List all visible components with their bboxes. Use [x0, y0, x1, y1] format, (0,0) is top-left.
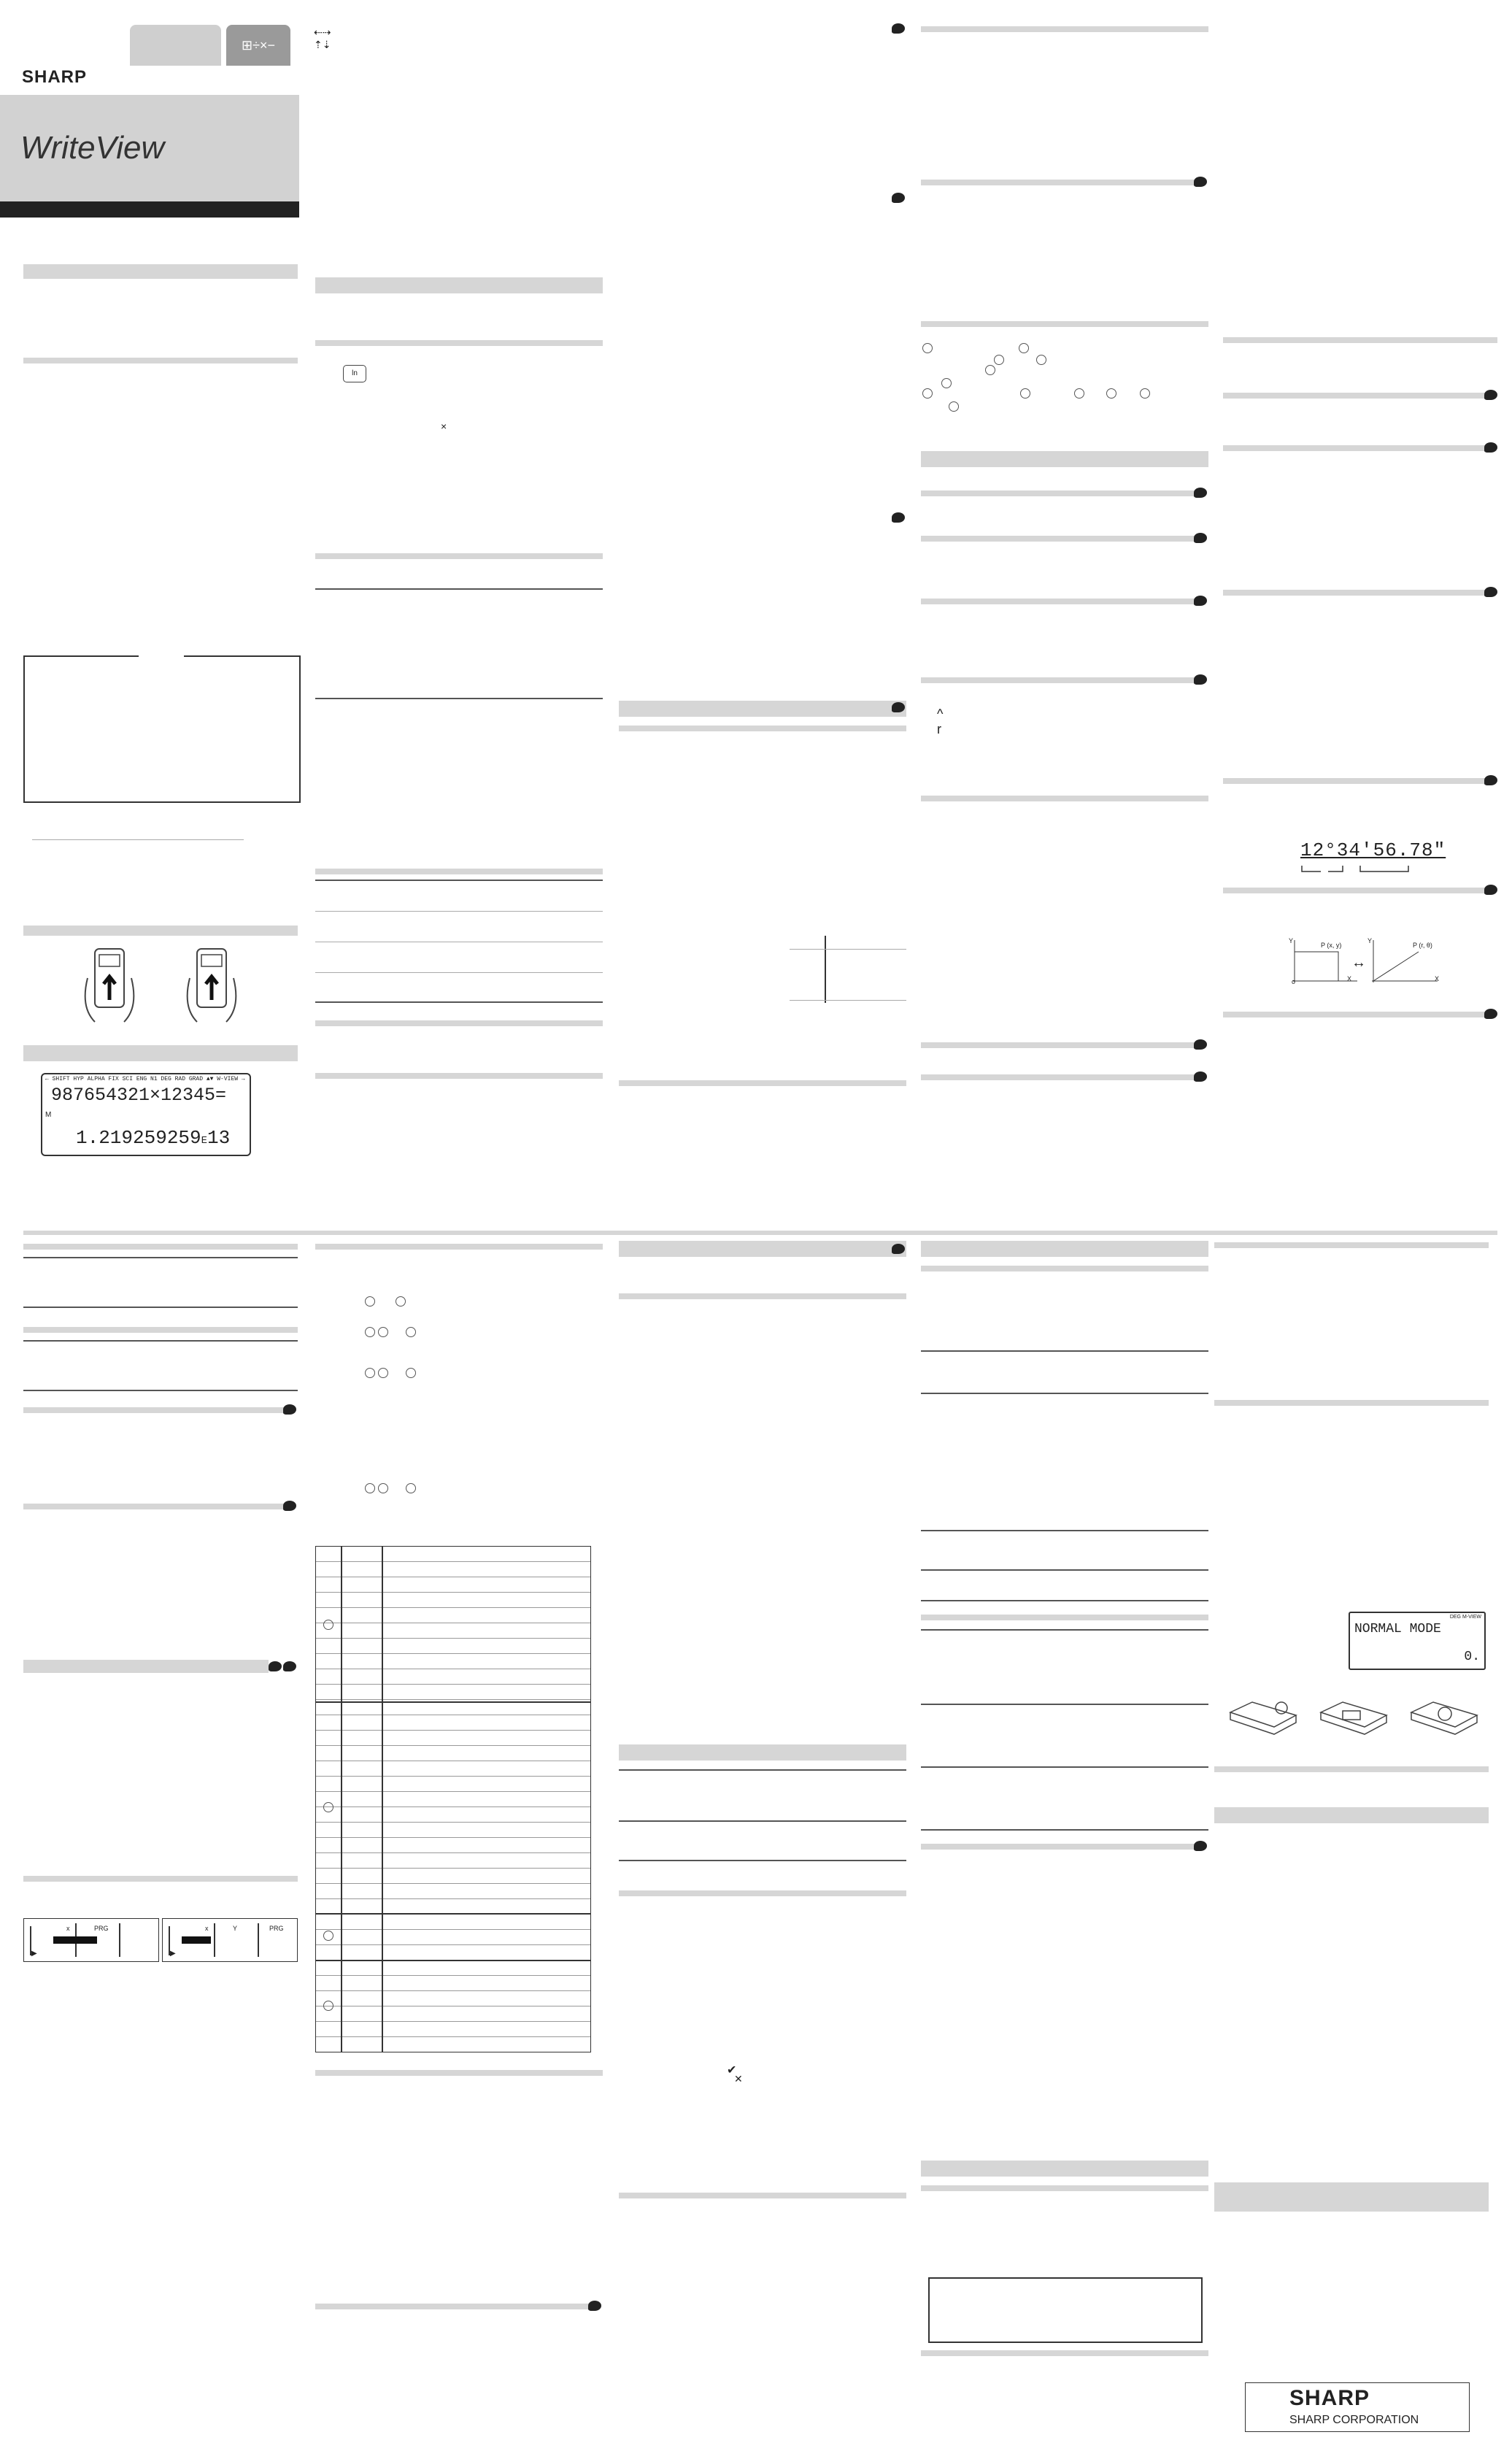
section-bar: [619, 726, 906, 731]
section-bar: [1223, 590, 1489, 596]
section-bar: [315, 1073, 603, 1079]
table-rule: [315, 698, 603, 699]
cover-tab-keys: ⊞÷×−: [226, 25, 290, 66]
dms-example: 12°34'56.78": [1300, 839, 1446, 861]
bullet-icon: [892, 512, 905, 523]
battery-illustration-3: [1404, 1698, 1484, 1744]
coord-y-axis-left: Y: [1289, 937, 1294, 944]
small-table-rule: [790, 1000, 906, 1001]
section-bar: [315, 2304, 590, 2309]
section-bar: [315, 340, 603, 346]
key-circle-icon: [378, 1327, 388, 1337]
small-table-rule: [790, 949, 906, 950]
bullet-icon: [1194, 596, 1207, 606]
coord-x-axis-right: X: [1435, 975, 1440, 982]
table-rule: [921, 1629, 1208, 1631]
bullet-icon: [892, 23, 905, 34]
section-bar: [23, 1244, 298, 1250]
coord-y-axis-right: Y: [1368, 937, 1373, 944]
lcd-display: [41, 1073, 251, 1156]
underline: [32, 839, 244, 840]
section-bar: [619, 1744, 906, 1761]
section-bar: [921, 1042, 1198, 1048]
section-bar: [23, 1876, 298, 1882]
section-bar: [1223, 445, 1489, 451]
bullet-icon: [1484, 587, 1497, 597]
table-rule: [921, 1829, 1208, 1831]
section-bar: [921, 1615, 1208, 1620]
table-rule: [315, 588, 603, 590]
coord-arrow: ↔: [1351, 955, 1366, 971]
table-rule: [619, 1820, 906, 1822]
section-bar: [921, 490, 1198, 496]
section-bar: [1223, 778, 1489, 784]
section-bar: [315, 2070, 603, 2076]
section-bar: [619, 2193, 906, 2198]
bullet-icon: [283, 1661, 296, 1671]
table-rule: [619, 1860, 906, 1861]
lcd-normal-indicators: DEG M-VIEW: [1449, 1615, 1481, 1620]
mini-display-left: x PRG ▶: [23, 1918, 159, 1962]
section-bar: [23, 1407, 286, 1413]
lcd-line1: 987654321×12345=: [51, 1085, 227, 1106]
section-bar: [23, 926, 298, 936]
section-bar: [921, 321, 1208, 327]
key-circle-icon: [949, 401, 959, 412]
table-group-icon: [323, 1802, 333, 1812]
key-circle-icon: [922, 388, 933, 399]
table-rule: [315, 972, 603, 973]
section-bar: [921, 536, 1198, 542]
back-corp-name: SHARP CORPORATION: [1289, 2414, 1419, 2426]
lcd-result: [76, 1127, 230, 1149]
section-bar: [1214, 1242, 1489, 1248]
section-bar: [921, 180, 1198, 185]
battery-illustration-2: [1314, 1698, 1394, 1744]
section-bar: [1223, 393, 1489, 399]
key-circle-icon: [406, 1368, 416, 1378]
key-circle-icon: [1140, 388, 1150, 399]
key-circle-icon: [365, 1327, 375, 1337]
table-rule: [23, 1257, 298, 1258]
section-bar: [1214, 1766, 1489, 1772]
table-group-icon: [323, 2001, 333, 2011]
section-bar: [23, 1327, 298, 1333]
table-rule: [23, 1390, 298, 1391]
key-circle-icon: [365, 1296, 375, 1307]
table-group-icon: [323, 1620, 333, 1630]
table-rule: [921, 1766, 1208, 1768]
table-rule: [921, 1600, 1208, 1601]
key-circle-icon: [1036, 355, 1046, 365]
section-bar: [23, 1660, 269, 1673]
coord-label-left: P (x, y): [1321, 942, 1342, 949]
fold-divider: [23, 1231, 1497, 1235]
bullet-icon: [588, 2301, 601, 2311]
bullet-icon: [1194, 1039, 1207, 1050]
key-circle-icon: [396, 1296, 406, 1307]
section-bar: [921, 2350, 1208, 2356]
section-bar: [315, 1244, 603, 1250]
bullet-icon: [283, 1404, 296, 1415]
cover-tab: [130, 25, 221, 66]
bullet-icon: [283, 1501, 296, 1511]
table-rule: [23, 1307, 298, 1308]
note-box-gap: [139, 653, 184, 658]
section-bar: [921, 451, 1208, 467]
table-rule: [921, 1530, 1208, 1531]
table-rule: [315, 1001, 603, 1003]
section-bar: [315, 277, 603, 293]
section-bar: [921, 1266, 1208, 1271]
table-rule: [921, 1393, 1208, 1394]
mini-cell-x: x: [66, 1925, 70, 1932]
section-bar: [23, 264, 298, 279]
section-bar: [315, 553, 603, 559]
section-bar: [1214, 1400, 1489, 1406]
bullet-icon: [1484, 775, 1497, 785]
section-bar: [921, 1844, 1198, 1850]
bullet-icon: [1194, 674, 1207, 685]
bullet-icon: [1194, 177, 1207, 187]
caret-glyph: ^ r: [937, 707, 944, 736]
section-bar: [921, 2185, 1208, 2191]
section-bar: [619, 701, 906, 717]
table-rule: [921, 1704, 1208, 1705]
bullet-icon: [1194, 1071, 1207, 1082]
key-circle-icon: [1020, 388, 1030, 399]
section-bar: [23, 358, 298, 363]
mini-cell-prg2: PRG: [269, 1925, 284, 1932]
bullet-icon: [1194, 1841, 1207, 1851]
hand-illustration-left: [73, 942, 146, 1029]
section-bar: [921, 677, 1198, 683]
key-circle-icon: [994, 355, 1004, 365]
section-bar: [921, 599, 1198, 604]
table-rule: [315, 911, 603, 912]
cover-brand-logo: SHARP: [22, 67, 88, 87]
table-rule: [315, 880, 603, 881]
table-group-icon: [323, 1931, 333, 1941]
key-circle-icon: [941, 378, 952, 388]
table-rule: [23, 1340, 298, 1342]
key-circle-icon: [1019, 343, 1029, 353]
section-bar: [619, 1080, 906, 1086]
note-box: [23, 655, 301, 803]
section-bar: [1223, 337, 1497, 343]
section-bar: [921, 1241, 1208, 1257]
section-bar: [315, 869, 603, 874]
lcd-indicator-row: ← SHIFT HYP ALPHA FIX SCI ENG N1 DEG RAD GRAD ▲▼ W-VIEW →: [45, 1076, 245, 1082]
bullet-icon: [1484, 442, 1497, 453]
lcd-exponent: 13: [207, 1127, 231, 1149]
bullet-icon: [1484, 885, 1497, 895]
key-circle-icon: [1106, 388, 1116, 399]
table-rule: [619, 1769, 906, 1771]
section-bar: [619, 1293, 906, 1299]
mini-display-right: x Y PRG ▶: [162, 1918, 298, 1962]
mini-cell-prg: PRG: [94, 1925, 109, 1932]
section-bar: [619, 1241, 906, 1257]
lcd-exponent-mark: E: [201, 1135, 208, 1147]
section-bar: [619, 1890, 906, 1896]
section-bar: [315, 1020, 603, 1026]
key-circle-icon: [406, 1483, 416, 1493]
coord-label-right: P (r, θ): [1413, 942, 1432, 949]
product-name: WriteView: [20, 130, 165, 166]
mini-cell-x2: x: [205, 1925, 209, 1932]
coord-x-axis-left: X: [1347, 975, 1352, 982]
key-circle-icon: [1074, 388, 1084, 399]
notice-box: [928, 2277, 1203, 2343]
key-circle-icon: [406, 1327, 416, 1337]
section-bar: [921, 2161, 1208, 2177]
key-circle-icon: [378, 1368, 388, 1378]
bullet-icon: [892, 1244, 905, 1254]
bullet-icon: [892, 193, 905, 203]
dms-brackets: [1299, 864, 1423, 880]
bullet-icon: [269, 1661, 282, 1671]
small-table-vline: [825, 936, 826, 1003]
section-bar: [1214, 1807, 1489, 1823]
section-bar: [921, 1074, 1198, 1080]
section-bar: [1223, 888, 1489, 893]
back-brand-logo: SHARP: [1289, 2386, 1370, 2410]
bullet-icon: [1194, 488, 1207, 498]
lcd-memory-indicator: M: [45, 1111, 52, 1119]
arrow-keys-glyph: ⇠⇢ ⇡⇣: [314, 26, 331, 50]
lcd-normal-mode-text: NORMAL MODE: [1354, 1622, 1441, 1636]
section-bar: [1214, 2182, 1489, 2212]
bullet-icon: [1484, 390, 1497, 400]
lcd-normal-value: 0.: [1464, 1650, 1480, 1664]
section-bar: [921, 796, 1208, 801]
coord-origin: o: [1292, 978, 1296, 985]
section-bar: [1223, 1012, 1489, 1017]
lcd-normal-mode: [1349, 1612, 1486, 1670]
back-logo-box: [1245, 2382, 1470, 2432]
hand-illustration-right: [175, 942, 248, 1029]
key-circle-icon: [985, 365, 995, 375]
function-table: [315, 1546, 591, 2052]
cross-mark-icon: ✕: [734, 2073, 743, 2085]
bullet-icon: [1194, 533, 1207, 543]
section-bar: [23, 1045, 298, 1061]
table-rule: [921, 1350, 1208, 1352]
bullet-icon: [892, 702, 905, 712]
key-circle-icon: [378, 1483, 388, 1493]
key-circle-icon: [365, 1483, 375, 1493]
battery-illustration-1: [1223, 1698, 1303, 1744]
table-rule: [921, 1569, 1208, 1571]
section-bar: [23, 1504, 286, 1509]
section-bar: [921, 26, 1208, 32]
bullet-icon: [1484, 1009, 1497, 1019]
check-mark-icon: ✔: [727, 2064, 737, 2077]
times-sign: ×: [441, 420, 447, 432]
key-ln-icon: ln: [343, 365, 366, 382]
cover-dark-band: [0, 201, 299, 218]
mini-cell-y: Y: [233, 1925, 238, 1932]
key-circle-icon: [922, 343, 933, 353]
key-circle-icon: [365, 1368, 375, 1378]
lcd-result-mantissa: 1.219259259: [76, 1127, 201, 1149]
